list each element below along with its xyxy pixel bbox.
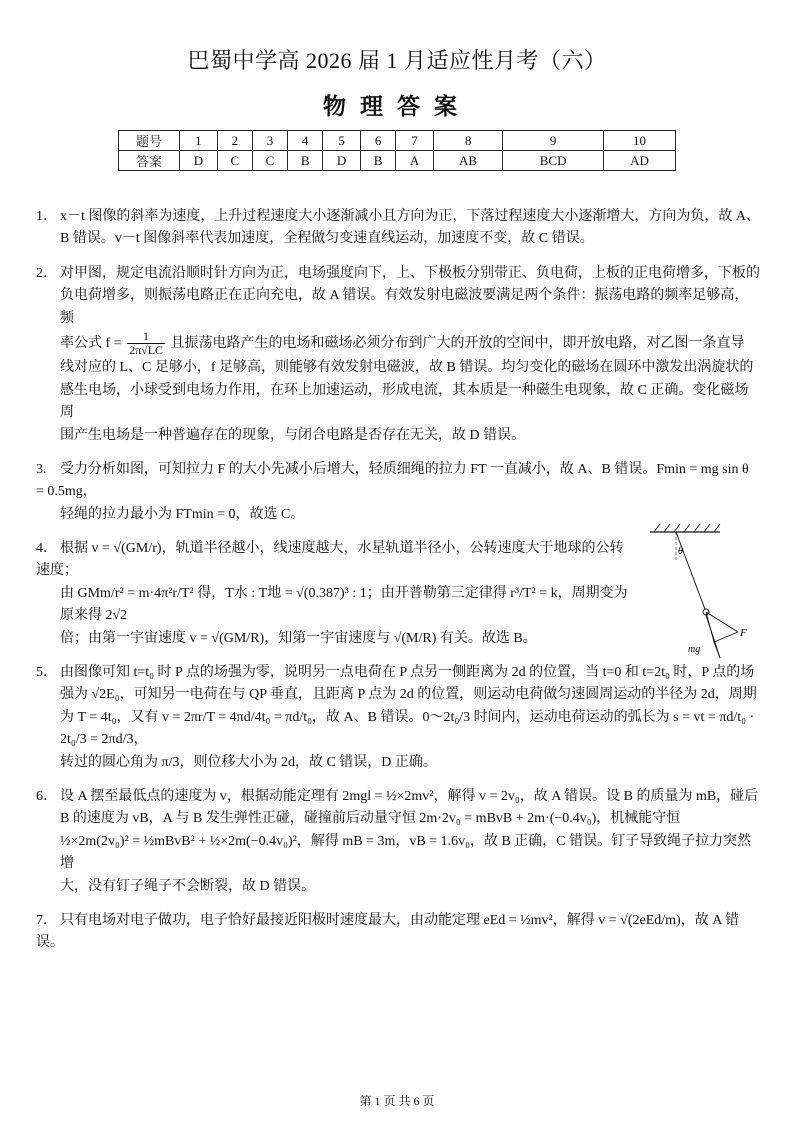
question-number: 3	[252, 131, 287, 151]
q1-line-2: B 错误。v－t 图像斜率代表加速度，全程做匀变速直线运动，加速度不变，故 C 错误。	[60, 231, 594, 247]
question-number-label: 1．	[36, 209, 57, 224]
q7-line-1: 只有电场对电子做功，电子恰好最接近阳极时速度最大，由动能定理 eEd = ½mv²，解得 v = √(2eEd/m)，故 A 错误。	[36, 912, 740, 951]
q4-line-1: 根据 v = √(GM/r)，轨道半径越小，线速度越大，水星轨道半径小，公转速度大于地球的公转速度；	[36, 541, 624, 579]
question-number-label: 5．	[36, 665, 57, 681]
question-number: 8	[433, 131, 502, 151]
q3-line-2: 轻绳的拉力最小为 FTmin = 0，故选 C。	[60, 506, 305, 522]
answer-cell: D	[180, 151, 218, 171]
q2-line-3	[36, 330, 760, 357]
table-row	[119, 151, 676, 171]
question-number: 6	[361, 131, 396, 151]
ceiling-hatching	[654, 524, 720, 532]
q6-line-3: ½×2m(2v₀)² = ½mBvB² + ½×2m(−0.4v₀)²，解得 mB = 3m，vB = 1.6v₀，故 B 正确，C 错误。钉子导致绳子拉力突然增	[60, 833, 752, 872]
question-4-explanation	[36, 538, 636, 650]
q6-line-2: B 的速度为 vB，A 与 B 发生弹性正碰，碰撞前后动量守恒 2m·2v₀ = mBvB + 2m·(−0.4v₀)，机械能守恒	[60, 811, 681, 827]
q2-line-2: 负电荷增多，则振荡电路正在正向充电，故 A 错误。有效发射电磁波要满足两个条件：振荡电路的频率足够高，频	[60, 288, 749, 326]
q5-line-2: 强为 √2E₀，可知另一电荷在与 QP 垂直，且距离 P 点为 2d 的位置，则运动电荷做匀速圆周运动的半径为 2d，周期	[60, 687, 757, 703]
triangle-side	[714, 632, 738, 642]
q2-line-1: 对甲图，规定电流沿顺时针方向为正，电场强度向下，上、下极板分别带正、负电荷，上板的正电荷增多，下板的	[60, 265, 760, 281]
answer-cell: BCD	[503, 151, 604, 171]
answer-cell: A	[396, 151, 434, 171]
question-number-label: 2．	[36, 265, 57, 281]
gravity-label: mg	[688, 644, 701, 655]
q1-line-1: x－t 图像的斜率为速度，上升过程速度大小逐渐减小且方向为正，下落过程速度大小逐渐增大，方向为负，故 A、	[60, 209, 760, 224]
question-number: 5	[323, 131, 361, 151]
answer-table	[118, 130, 676, 171]
page-footer: 第 1 页 共 6 页	[359, 1094, 435, 1108]
question-number-label: 7．	[36, 912, 57, 928]
question-number: 7	[396, 131, 434, 151]
frequency-formula-fraction	[127, 330, 165, 357]
rope-line	[676, 532, 706, 612]
question-number: 9	[503, 131, 604, 151]
theta-label: θ	[678, 546, 683, 557]
question-number-label: 3.	[36, 461, 47, 477]
question-7-explanation	[36, 910, 760, 955]
answer-cell: C	[217, 151, 252, 171]
question-number: 4	[288, 131, 323, 151]
question-3-explanation	[36, 459, 760, 526]
question-number-label: 6．	[36, 788, 57, 804]
q4-line-3: 倍；由第一宇宙速度 v = √(GM/R)，知第一宇宙速度与 √(M/R) 有关。故选 B。	[60, 630, 537, 646]
force-diagram	[640, 520, 760, 680]
q2-line-3a: 率公式 f =	[60, 335, 122, 351]
fraction-numerator: 1	[127, 330, 165, 344]
force-label: F	[740, 627, 747, 639]
q2-line-6: 围产生电场是一种普遍存在的现象，与闭合电路是否存在无关，故 D 错误。	[60, 427, 526, 443]
page-title: 巴蜀中学高 2026 届 1 月适应性月考（六）	[187, 48, 607, 73]
question-number-label: 4．	[36, 541, 57, 557]
fraction-denominator: 2π√LC	[129, 343, 164, 358]
q6-line-4: 大，没有钉子绳子不会断裂，故 D 错误。	[60, 878, 316, 894]
answer-cell: D	[323, 151, 361, 171]
row-label-question: 题号	[119, 131, 180, 151]
q3-line-1: 受力分析如图，可知拉力 F 的大小先减小后增大，轻质细绳的拉力 FT 一直减小，故 A、B 错误。Fmin = mg sin θ = 0.5mg，	[36, 461, 749, 500]
q5-line-3: 为 T = 4t₀，又有 v = 2πr/T = 4πd/4t₀ = πd/t₀，故 A、B 错误。0～2t₀/3 时间内，运动电荷运动的弧长为 s = vt = πd/t₀ · 2t₀/3 = 2πd/3，	[60, 709, 755, 748]
question-6-explanation	[36, 786, 760, 898]
page-subtitle: 物理答案	[323, 94, 471, 119]
q4-line-2: 由 GMm/r² = m·4π²r/T² 得，T水 : T地 = √(0.387)³ : 1；由开普勒第三定律得 r³/T² = k，周期变为原来得 2√2	[60, 585, 628, 624]
q5-line-4: 转过的圆心角为 π/3，则位移大小为 2d，故 C 错误，D 正确。	[60, 754, 437, 770]
question-number: 1	[180, 131, 218, 151]
triangle-side	[714, 642, 720, 658]
answer-cell: C	[252, 151, 287, 171]
q2-line-5: 感生电场，小球受到电场力作用，在环上加速运动，形成电流，其本质是一种磁生电现象，故 C 正确。变化磁场周	[60, 382, 749, 421]
question-number: 2	[217, 131, 252, 151]
table-row	[119, 131, 676, 151]
question-number: 10	[604, 131, 676, 151]
q6-line-1: 设 A 摆至最低点的速度为 v，根据动能定理有 2mgl = ½×2mv²，解得 v = 2v₀，故 A 错误。设 B 的质量为 mB，碰后	[60, 788, 759, 804]
row-label-answer: 答案	[119, 151, 180, 171]
q2-line-3b: 且振荡电路产生的电场和磁场必须分布到广大的开放的空间中，即开放电路，对乙图一条直导	[170, 335, 745, 351]
answer-cell: AD	[604, 151, 676, 171]
q5-line-1: 由图像可知 t=t₀ 时 P 点的场强为零，说明另一点电荷在 P 点另一侧距离为 2d 的位置，当 t=0 和 t=2t₀ 时，P 点的场	[60, 665, 755, 681]
question-1-explanation	[36, 206, 760, 251]
question-2-explanation	[36, 263, 760, 447]
answer-cell: AB	[433, 151, 502, 171]
answer-cell: B	[288, 151, 323, 171]
answer-cell: B	[361, 151, 396, 171]
q2-line-4: 线对应的 L、C 足够小，f 足够高，则能够有效发射电磁波，故 B 错误。均匀变化的磁场在圆环中激发出涡旋状的	[60, 360, 754, 376]
